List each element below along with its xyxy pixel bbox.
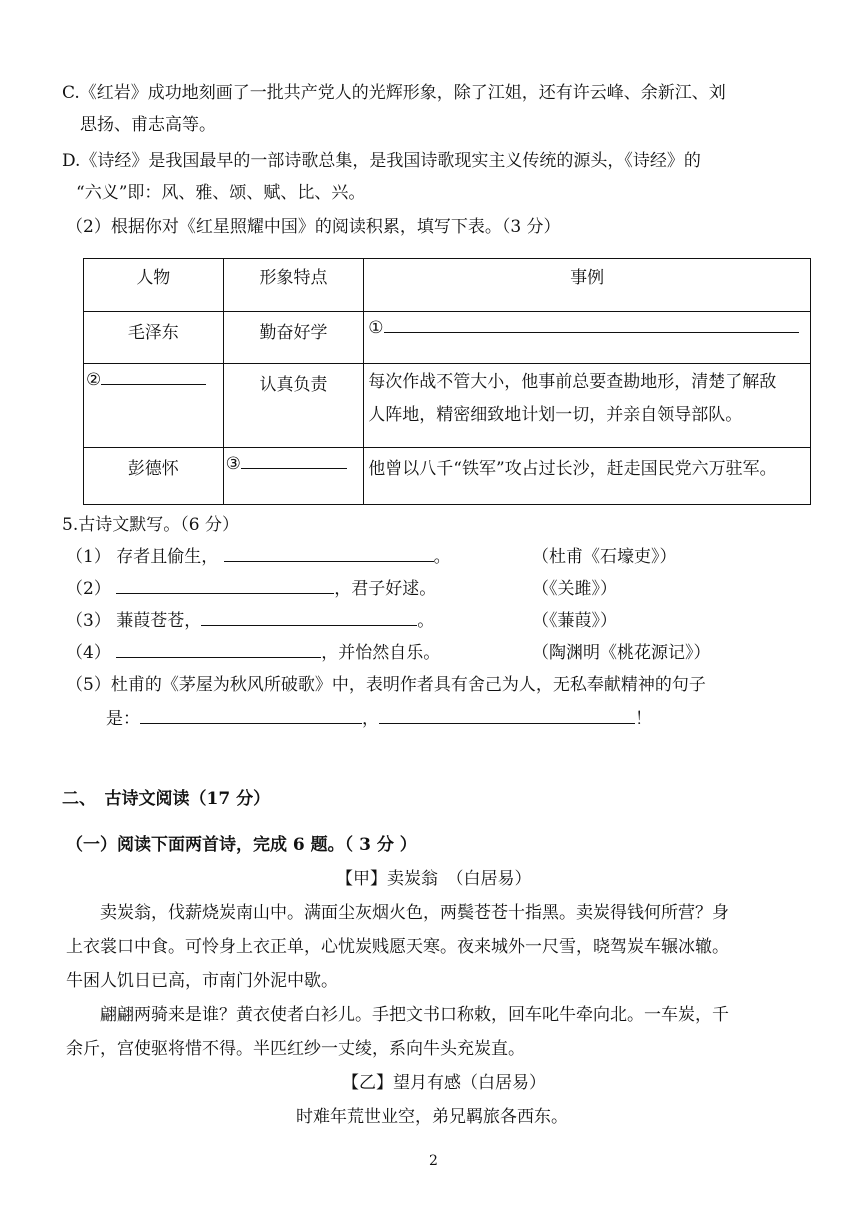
dictation-item-4: （4） ，并怡然自乐。: [66, 643, 441, 663]
poem-1-line: 余斤，宫使驱将惜不得。半匹红纱一丈绫，系向牛头充炭直。: [66, 1039, 525, 1059]
dictation-blank-4[interactable]: [116, 656, 321, 658]
header-example: 事例: [570, 268, 605, 288]
example-peng: 他曾以八千“铁军”攻占过长沙，赶走国民党六万驻军。: [368, 459, 777, 479]
poem-2-line: 时难年荒世业空，弟兄羁旅各西东。: [296, 1107, 568, 1127]
source-4: （陶渊明《桃花源记》）: [532, 643, 711, 663]
header-person: 人物: [136, 268, 171, 288]
section-2-sub1: （一）阅读下面两首诗，完成 6 题。（ 3 分 ）: [66, 835, 417, 855]
dictation-blank-5a[interactable]: [140, 722, 362, 724]
question-5-title: 5.古诗文默写。（6 分）: [62, 515, 239, 535]
table-row: [84, 448, 811, 505]
dictation-item-3: （3） 蒹葭苍苍， 。: [66, 611, 435, 631]
table-row: [84, 312, 811, 364]
trait-diligent: 勤奋好学: [259, 323, 328, 343]
dictation-item-5-prompt: （5）杜甫的《茅屋为秋风所破歌》中，表明作者具有舍己为人，无私奉献精神的句子: [66, 675, 706, 695]
blank-mark-3: ③: [225, 454, 241, 474]
dictation-blank-5b[interactable]: [379, 722, 635, 724]
table-row: [84, 364, 811, 448]
dictation-blank-3[interactable]: [201, 624, 417, 626]
example-line-2: 人阵地，精密细致地计划一切，并亲自领导部队。: [368, 405, 743, 425]
blank-mark-1: ①: [368, 318, 384, 338]
dictation-item-1: （1） 存者且偷生， 。: [66, 547, 451, 567]
trait-responsible: 认真负责: [259, 375, 328, 395]
page-number: 2: [429, 1153, 438, 1169]
example-line-1: 每次作战不管大小，他事前总要查勘地形，清楚了解敌: [368, 372, 777, 392]
dictation-item-5-answer: 是： ， ！: [106, 709, 652, 729]
dictation-blank-1[interactable]: [224, 560, 434, 562]
source-1: （杜甫《石壕吏》）: [532, 547, 677, 567]
reading-table: [83, 258, 811, 505]
poem-1-line: 牛困人饥日已高，市南门外泥中歇。: [66, 971, 338, 991]
dictation-item-2: （2） ，君子好逑。: [66, 579, 437, 599]
poem-1-title: 【甲】卖炭翁 （白居易）: [336, 869, 532, 889]
header-trait: 形象特点: [259, 268, 328, 288]
option-c-line1: C.《红岩》成功地刻画了一批共产党人的光辉形象，除了江姐，还有许云峰、余新江、刘: [62, 83, 726, 103]
option-d-line1: D.《诗经》是我国最早的一部诗歌总集，是我国诗歌现实主义传统的源头，《诗经》的: [62, 151, 701, 171]
option-c-line2: 思扬、甫志高等。: [80, 115, 216, 135]
answer-blank-1[interactable]: [384, 331, 799, 333]
dictation-blank-2[interactable]: [116, 592, 334, 594]
option-d-line2: “六义”即：风、雅、颂、赋、比、兴。: [76, 183, 366, 203]
poem-1-line: 上衣裳口中食。可怜身上衣正单，心忧炭贱愿天寒。夜来城外一尺雪，晓驾炭车辗冰辙。: [66, 937, 729, 957]
source-3: （《蒹葭》）: [532, 611, 617, 631]
question-2-title: （2）根据你对《红星照耀中国》的阅读积累，填写下表。（3 分）: [66, 217, 561, 237]
source-2: （《关雎》）: [532, 579, 617, 599]
person-peng: 彭德怀: [127, 459, 179, 479]
table-header-row: [84, 259, 811, 312]
blank-mark-2: ②: [86, 370, 102, 390]
section-2-title: 二、 古诗文阅读（17 分）: [62, 789, 271, 809]
person-mao: 毛泽东: [127, 323, 179, 343]
poem-1-line: 卖炭翁，伐薪烧炭南山中。满面尘灰烟火色，两鬓苍苍十指黑。卖炭得钱何所营？身: [100, 903, 729, 923]
answer-blank-2[interactable]: [101, 383, 206, 385]
poem-2-title: 【乙】望月有感（白居易）: [342, 1073, 546, 1093]
answer-blank-3[interactable]: [241, 467, 347, 469]
poem-1-line: 翩翩两骑来是谁？黄衣使者白衫儿。手把文书口称敕，回车叱牛牵向北。一车炭，千: [100, 1005, 729, 1025]
